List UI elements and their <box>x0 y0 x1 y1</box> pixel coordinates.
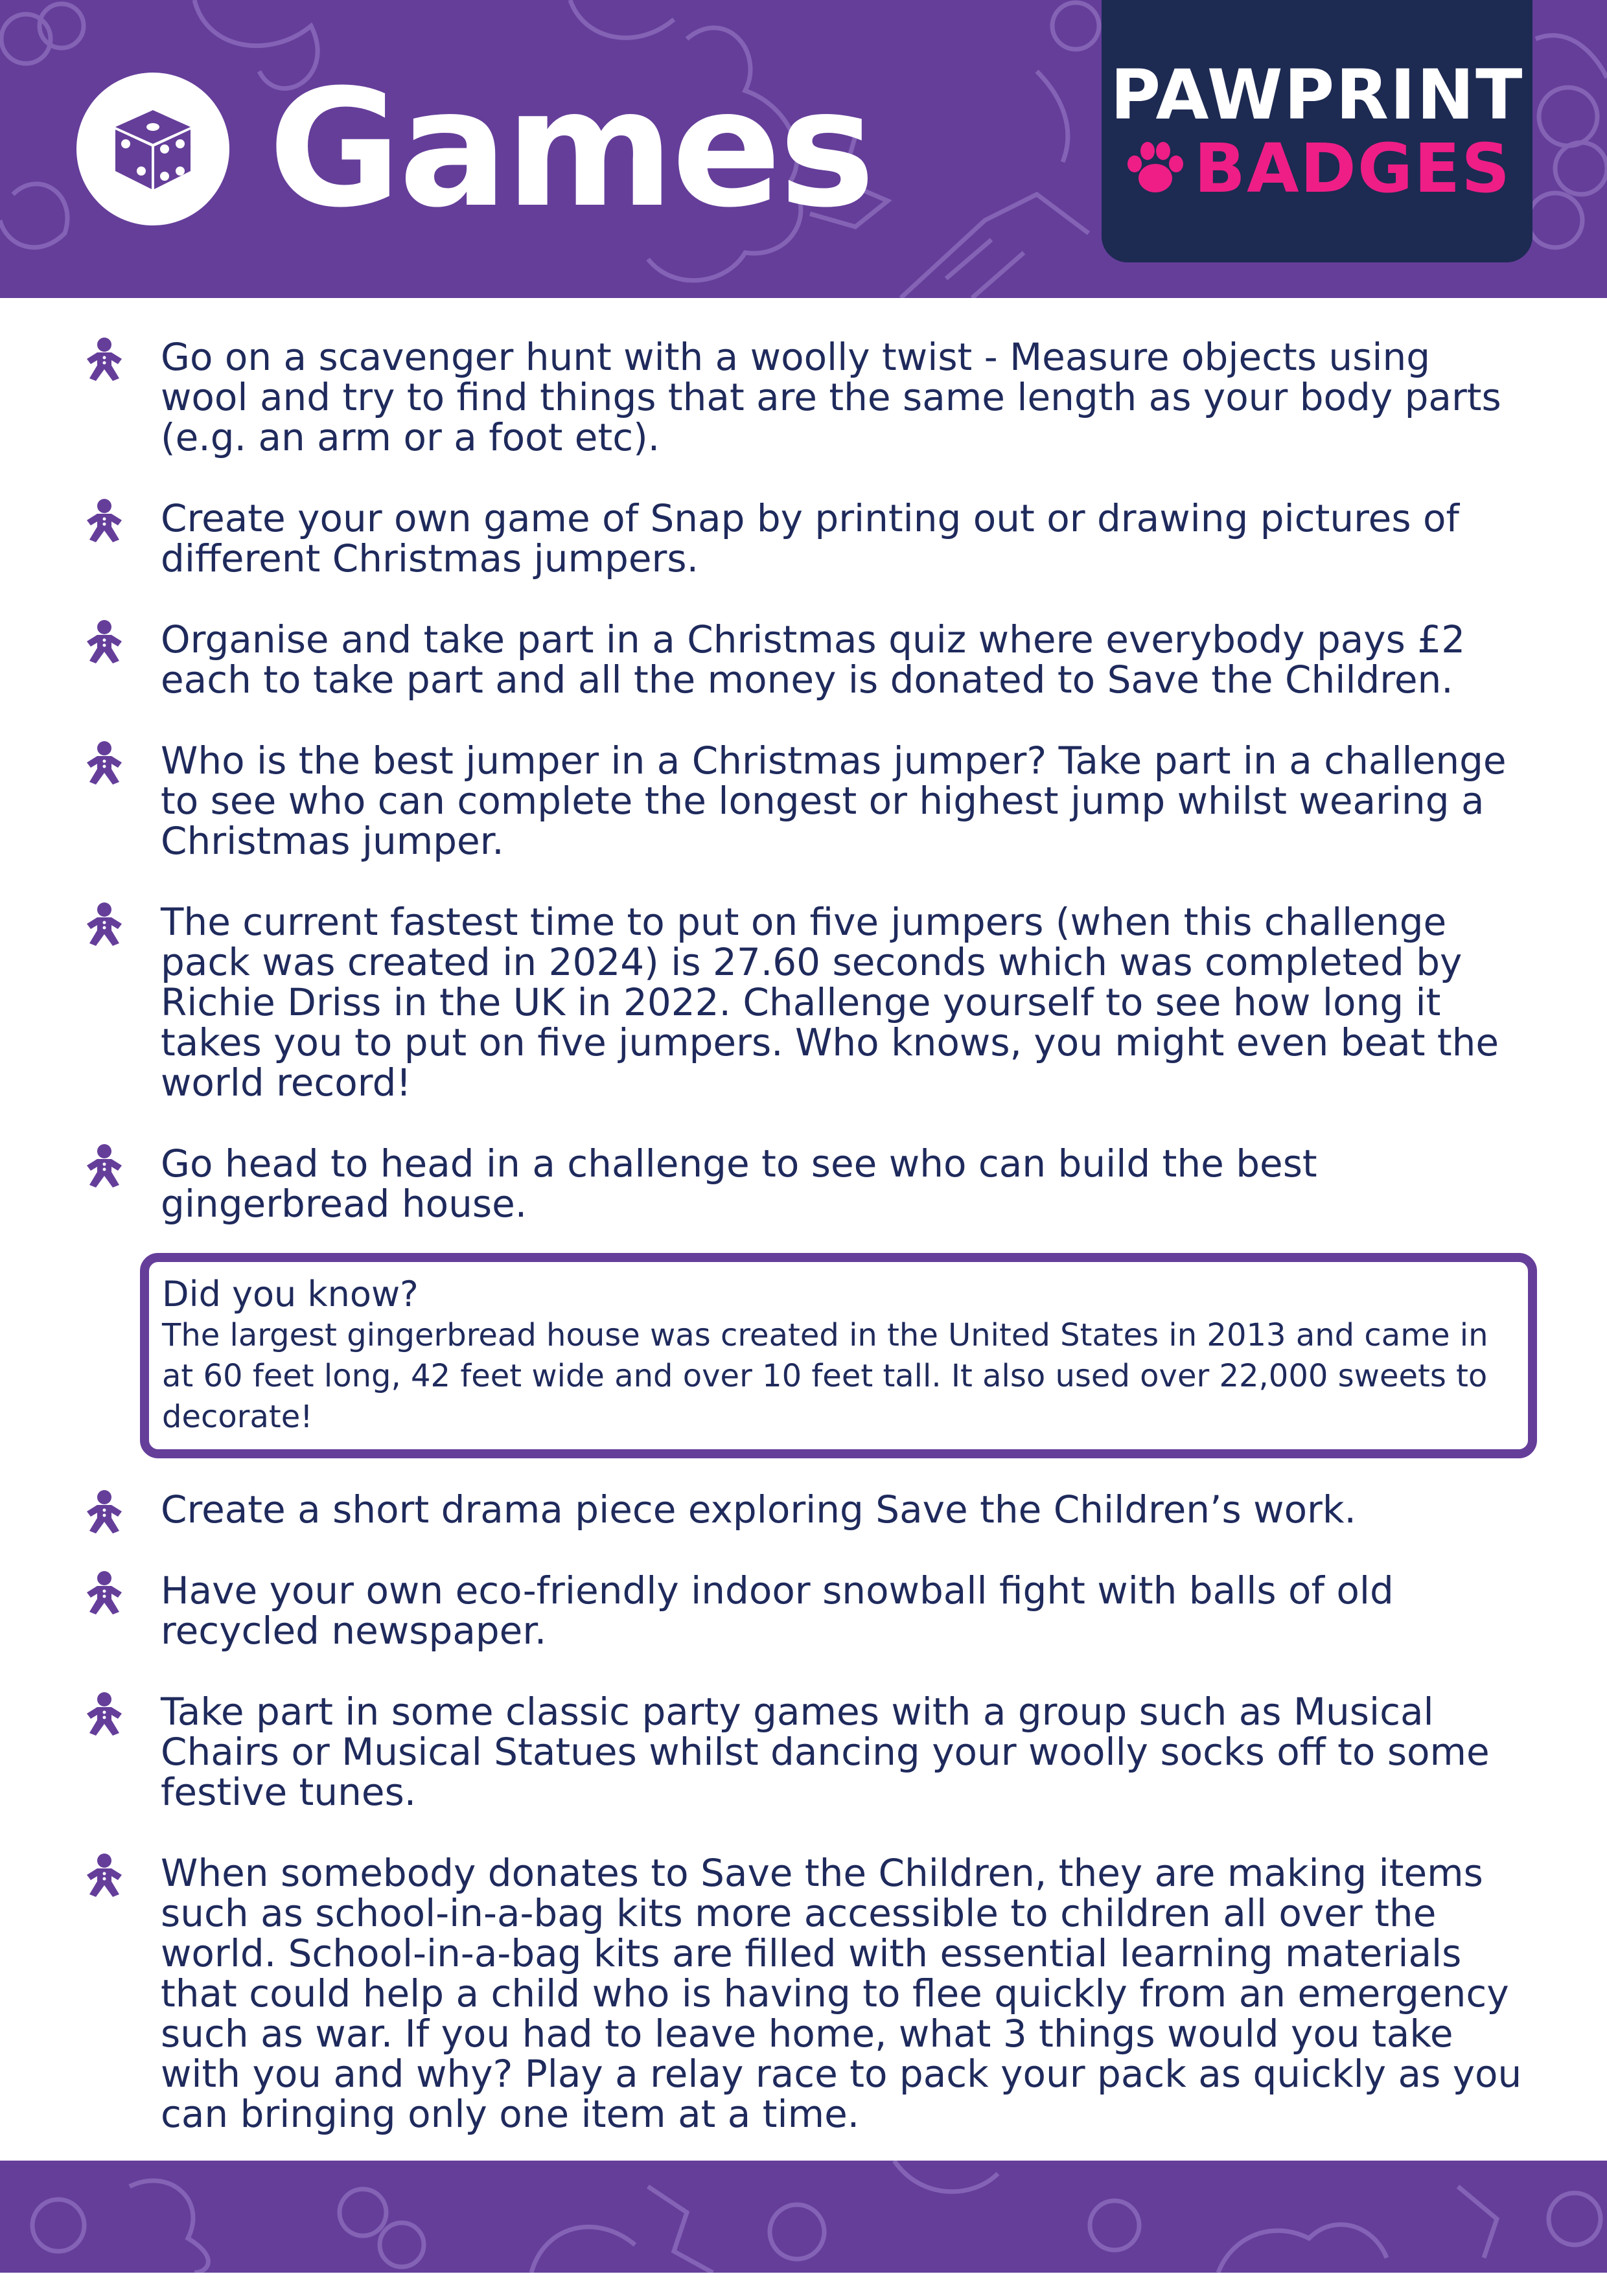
gingerbread-man-icon <box>84 1692 124 1737</box>
list-item <box>84 1489 1529 1530</box>
logo-text-top: PAWPRINT <box>1110 54 1524 135</box>
list-item <box>84 619 1529 700</box>
list-item-text: The current fastest time to put on five jumpers (when this challenge pack was created in 2024) is 27.60 seconds which was completed by Richie Driss in the UK in 2022. Challenge yourself to see how long it takes you to put on five jumpers. Who knows, you might even beat the world record! <box>161 900 1499 1105</box>
gingerbread-man-icon <box>84 902 124 947</box>
list-item-text: Go on a scavenger hunt with a woolly twist - Measure objects using wool and try to find things that are the same length as your body parts (e.g. an arm or a foot etc). <box>161 335 1501 459</box>
list-item <box>84 740 1529 861</box>
list-item <box>84 337 1529 457</box>
paw-icon <box>1123 139 1188 198</box>
list-item <box>84 1692 1529 1812</box>
list-item-text: Create a short drama piece exploring Save the Children’s work. <box>161 1487 1356 1532</box>
list-item <box>84 1143 1529 1224</box>
list-item <box>84 902 1529 1103</box>
gingerbread-man-icon <box>84 740 124 786</box>
dice-icon <box>108 104 198 194</box>
pawprint-badges-logo <box>1102 0 1532 262</box>
did-you-know-body: The largest gingerbread house was created in the United States in 2013 and came in at 60 feet long, 42 feet wide and over 10 feet tall. It also used over 22,000 sweets to decorate! <box>162 1317 1488 1435</box>
list-item-text: When somebody donates to Save the Children, they are making items such as school-in-a-bag kits more accessible to children all over the world. School-in-a-bag kits are filled with essential learning materials that could help a child who is having to flee quickly from an emergency such as war. If you had to leave home, what 3 things would you take with you and why? Play a relay race to pack your pack as quickly as you can bringing only one item at a time. <box>161 1851 1522 2136</box>
list-item-text: Go head to head in a challenge to see who can build the best gingerbread house. <box>161 1142 1317 1226</box>
gingerbread-man-icon <box>84 1570 124 1616</box>
did-you-know-title: Did you know? <box>162 1274 419 1314</box>
dice-icon-circle <box>76 73 229 225</box>
list-item-text: Take part in some classic party games with a group such as Musical Chairs or Musical Statues whilst dancing your woolly socks off to some festive tunes. <box>161 1690 1490 1814</box>
list-item <box>84 1570 1529 1651</box>
header-banner <box>0 0 1607 298</box>
did-you-know-box <box>140 1253 1537 1458</box>
list-item-text: Have your own eco-friendly indoor snowball fight with balls of old recycled newspaper. <box>161 1568 1394 1653</box>
footer-banner <box>0 2161 1607 2273</box>
gingerbread-man-icon <box>84 1853 124 1898</box>
list-item <box>84 498 1529 579</box>
list-item-text: Organise and take part in a Christmas quiz where everybody pays £2 each to take part and all the money is donated to Save the Children. <box>161 617 1466 702</box>
activity-list <box>84 337 1529 2296</box>
gingerbread-man-icon <box>84 1489 124 1535</box>
festive-pattern-decoration <box>0 2161 1607 2273</box>
gingerbread-man-icon <box>84 337 124 382</box>
list-item-text: Who is the best jumper in a Christmas jumper? Take part in a challenge to see who can complete the longest or highest jump whilst wearing a Christmas jumper. <box>161 739 1507 863</box>
gingerbread-man-icon <box>84 619 124 665</box>
logo-text-bottom: BADGES <box>1194 128 1512 208</box>
list-item-text: Create your own game of Snap by printing out or drawing pictures of different Christmas jumpers. <box>161 496 1459 580</box>
list-item <box>84 1853 1529 2134</box>
gingerbread-man-icon <box>84 1143 124 1189</box>
gingerbread-man-icon <box>84 498 124 544</box>
page-title: Games <box>268 54 873 243</box>
title-group <box>76 54 873 243</box>
logo-bottom-row <box>1123 128 1512 208</box>
